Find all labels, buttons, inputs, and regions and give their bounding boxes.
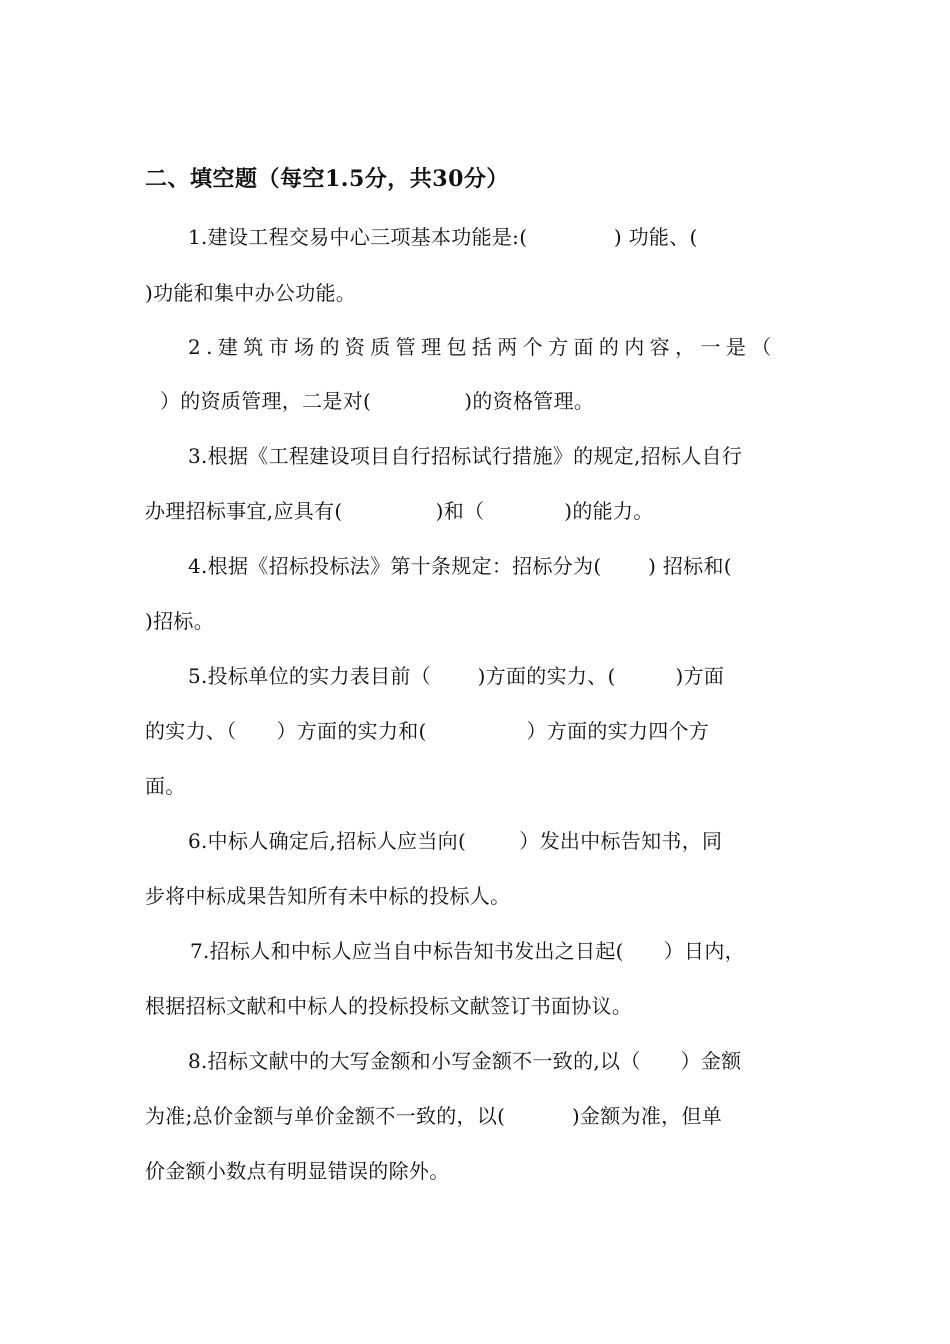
section-title: 二、填空题（每空1.5分，共30分） — [145, 166, 509, 192]
question-7-line-1: 7.招标人和中标人应当自中标告知书发出之日起( ）日内， — [190, 939, 745, 963]
question-8-line-1: 8.招标文献中的大写金额和小写金额不一致的,以（ ）金额 — [188, 1049, 742, 1073]
question-6-line-2: 步将中标成果告知所有未中标的投标人。 — [145, 884, 511, 908]
question-3-line-2: 办理招标事宜,应具有( )和（ )的能力。 — [145, 499, 654, 523]
question-5-line-1: 5.投标单位的实力表目前（ )方面的实力、( )方面 — [188, 664, 725, 688]
question-7-line-2: 根据招标文献和中标人的投标投标文献签订书面协议。 — [145, 994, 633, 1018]
question-5-line-3: 面。 — [145, 774, 186, 798]
question-5-line-2: 的实力、（ ）方面的实力和( ）方面的实力四个方 — [145, 719, 710, 743]
question-1-line-1: 1.建设工程交易中心三项基本功能是:( ) 功能、( — [188, 225, 698, 249]
question-4-line-1: 4.根据《招标投标法》第十条规定：招标分为( ) 招标和( — [188, 554, 732, 578]
question-3-line-1: 3.根据《工程建设项目自行招标试行措施》的规定,招标人自行 — [188, 444, 743, 468]
question-8-line-3: 价金额小数点有明显错误的除外。 — [145, 1159, 450, 1183]
question-2-line-2: ）的资质管理，二是对( )的资格管理。 — [160, 389, 595, 413]
question-6-line-1: 6.中标人确定后,招标人应当向( ）发出中标告知书，同 — [188, 829, 723, 853]
question-1-line-2: )功能和集中办公功能。 — [145, 281, 357, 305]
question-4-line-2: )招标。 — [145, 609, 215, 633]
question-8-line-2: 为准;总价金额与单价金额不一致的，以( )金额为准，但单 — [145, 1104, 723, 1128]
question-2-line-1: 2.建筑市场的资质管理包括两个方面的内容，一是（ — [188, 335, 777, 359]
